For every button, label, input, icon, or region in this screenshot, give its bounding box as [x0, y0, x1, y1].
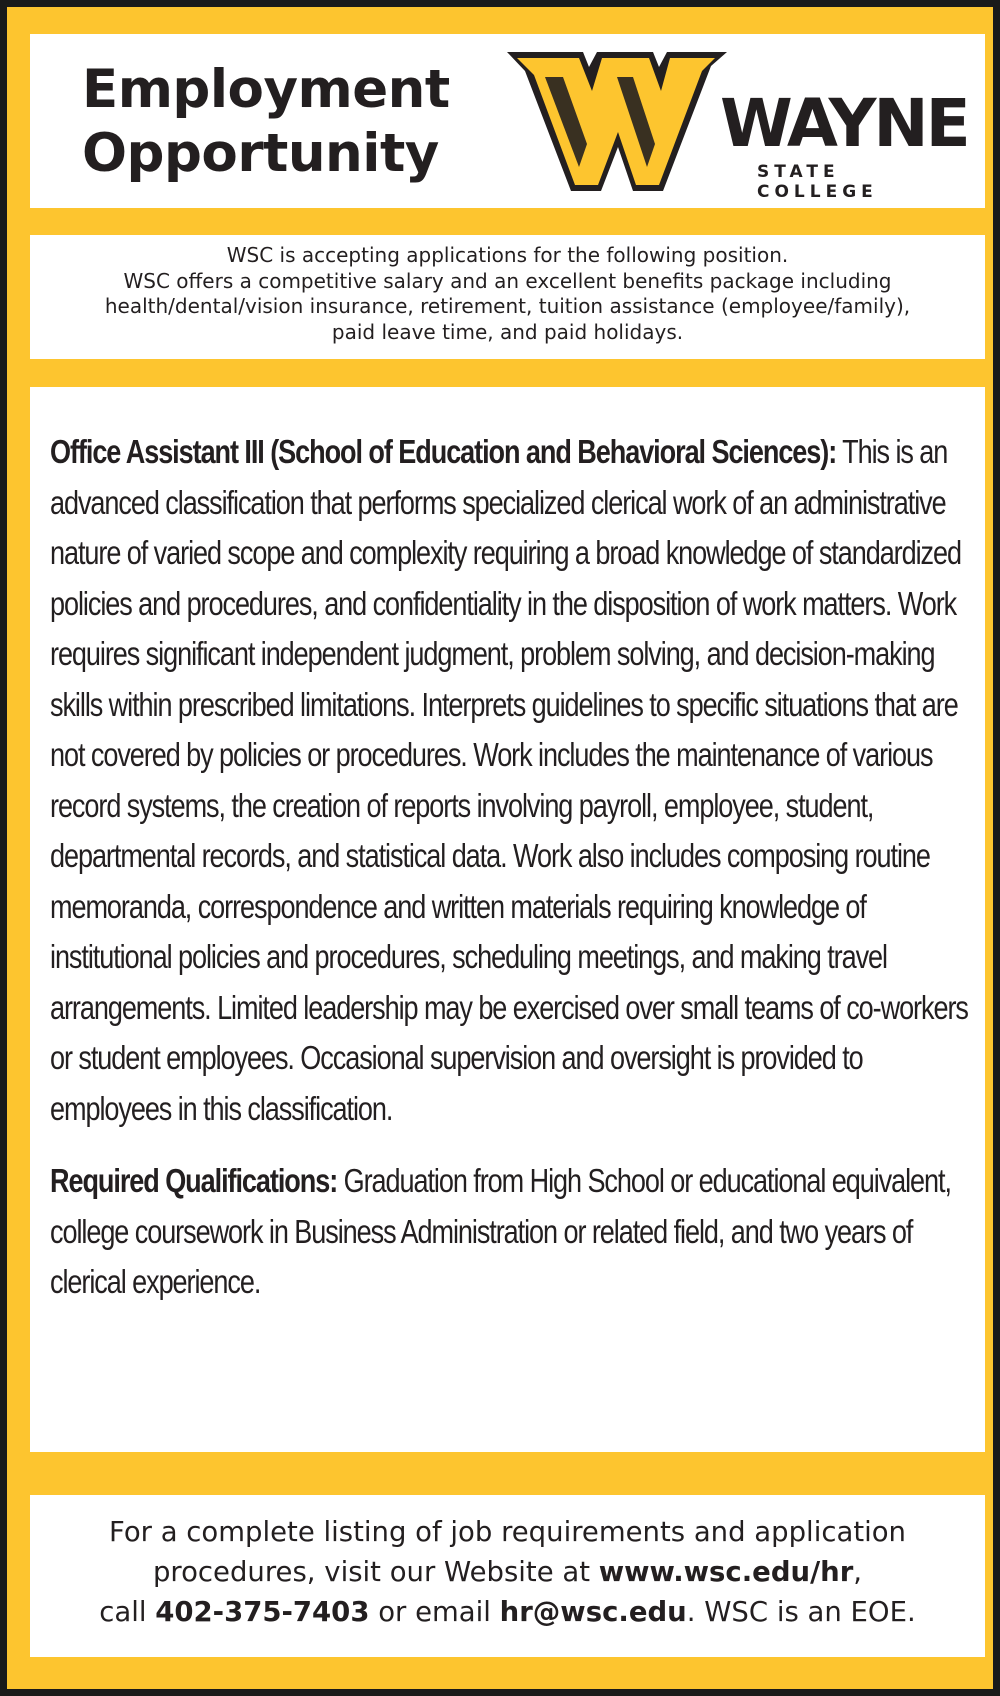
intro-text	[30, 243, 985, 345]
ad-title-line2: Opportunity	[82, 123, 439, 184]
footer-text-segment: . WSC is an EOE.	[686, 1596, 916, 1628]
position-description-paragraph	[50, 427, 970, 1134]
position-panel	[30, 387, 985, 1452]
website-link[interactable]: www.wsc.edu/hr	[598, 1556, 854, 1588]
intro-line: WSC offers a competitive salary and an excellent benefits package including	[123, 268, 892, 293]
ad-title-line1: Employment	[82, 59, 450, 120]
footer-text-segment: ,	[853, 1556, 863, 1588]
logo-name: WAYNE	[720, 85, 968, 162]
intro-line: WSC is accepting applications for the following position.	[226, 243, 789, 267]
footer-line	[30, 1512, 985, 1592]
position-body	[50, 427, 970, 1308]
header-panel	[30, 34, 985, 208]
position-description: This is an advanced classification that performs specialized clerical work of an administrative nature of varied scope and complexity requiring a broad knowledge of standardized policies and procedures, and confidentiality in the disposition of work matters. Work requires significant independent judgment, problem solving, and decision-making skills within prescribed limitations. Interprets guidelines to specific situations that are not covered by policies or procedures. Work includes the maintenance of various record systems, the creation of reports involving payroll, employee, student, departmental records, and statistical data. Work also includes composing routine memoranda, correspondence and written materials requiring knowledge of institutional policies and procedures, scheduling meetings, and making travel arrangements. Limited leadership may be exercised over small teams of co-workers or student employees. Occasional supervision and oversight is provided to employees in this classification.	[50, 433, 968, 1127]
qualifications-text: Graduation from High School or educational equivalent, college coursework in Business Administration or related field, and two years of clerical experience.	[50, 1162, 951, 1300]
intro-line: paid leave time, and paid holidays.	[331, 319, 684, 344]
w-logo-icon	[505, 49, 735, 199]
qualifications-paragraph	[50, 1156, 970, 1308]
intro-panel	[30, 235, 985, 359]
qualifications-label: Required Qualifications:	[50, 1162, 338, 1199]
footer-panel	[30, 1495, 985, 1657]
wayne-state-logo	[505, 49, 968, 202]
logo-subtitle: STATE COLLEGE	[757, 162, 878, 202]
footer-text-segment: call	[99, 1596, 156, 1628]
phone-number[interactable]: 402-375-7403	[155, 1596, 370, 1628]
footer-text-segment: For a complete listing of job requirements and application procedures, visit our Website at	[109, 1516, 906, 1588]
footer-line	[30, 1592, 985, 1632]
email-link[interactable]: hr@wsc.edu	[499, 1596, 687, 1628]
ad-title	[82, 58, 450, 186]
footer-text-segment: or email	[369, 1596, 500, 1628]
footer-text	[30, 1512, 985, 1632]
position-title: Office Assistant III (School of Education and Behavioral Sciences):	[50, 433, 837, 470]
intro-line: health/dental/vision insurance, retirement, tuition assistance (employee/family),	[104, 294, 911, 318]
